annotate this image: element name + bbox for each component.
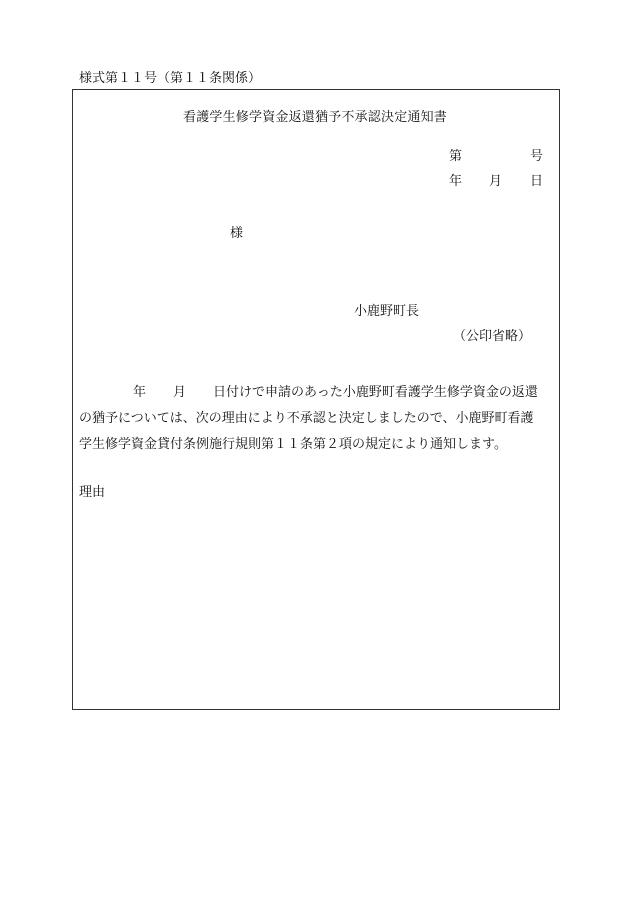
recipient-honorific: 様 — [230, 226, 244, 241]
seal-omitted-note: （公印省略） — [453, 329, 532, 344]
body-month: 月 — [173, 385, 187, 400]
document-number-label: 第 — [449, 149, 463, 164]
body-line-2: の猶予については、次の理由により不承認と決定しましたので、小鹿野町看護 — [79, 411, 534, 426]
date-year-label: 年 — [449, 174, 463, 189]
notice-frame — [72, 89, 560, 710]
date-day-label: 日 — [530, 174, 544, 189]
date-month-label: 月 — [489, 174, 503, 189]
body-line-1-text: 日付けで申請のあった小鹿野町看護学生修学資金の返還 — [213, 385, 538, 400]
body-year: 年 — [133, 385, 147, 400]
body-line-3: 学生修学資金貸付条例施行規則第１１条第２項の規定により通知します。 — [79, 437, 507, 452]
document-number-suffix: 号 — [530, 149, 544, 164]
form-number: 様式第１１号（第１１条関係） — [79, 71, 262, 86]
document-title: 看護学生修学資金返還猶予不承認決定通知書 — [183, 110, 448, 125]
notice-body — [79, 380, 551, 458]
issuer-name: 小鹿野町長 — [354, 304, 420, 319]
body-line-1 — [79, 380, 551, 406]
reason-label: 理由 — [79, 485, 106, 500]
